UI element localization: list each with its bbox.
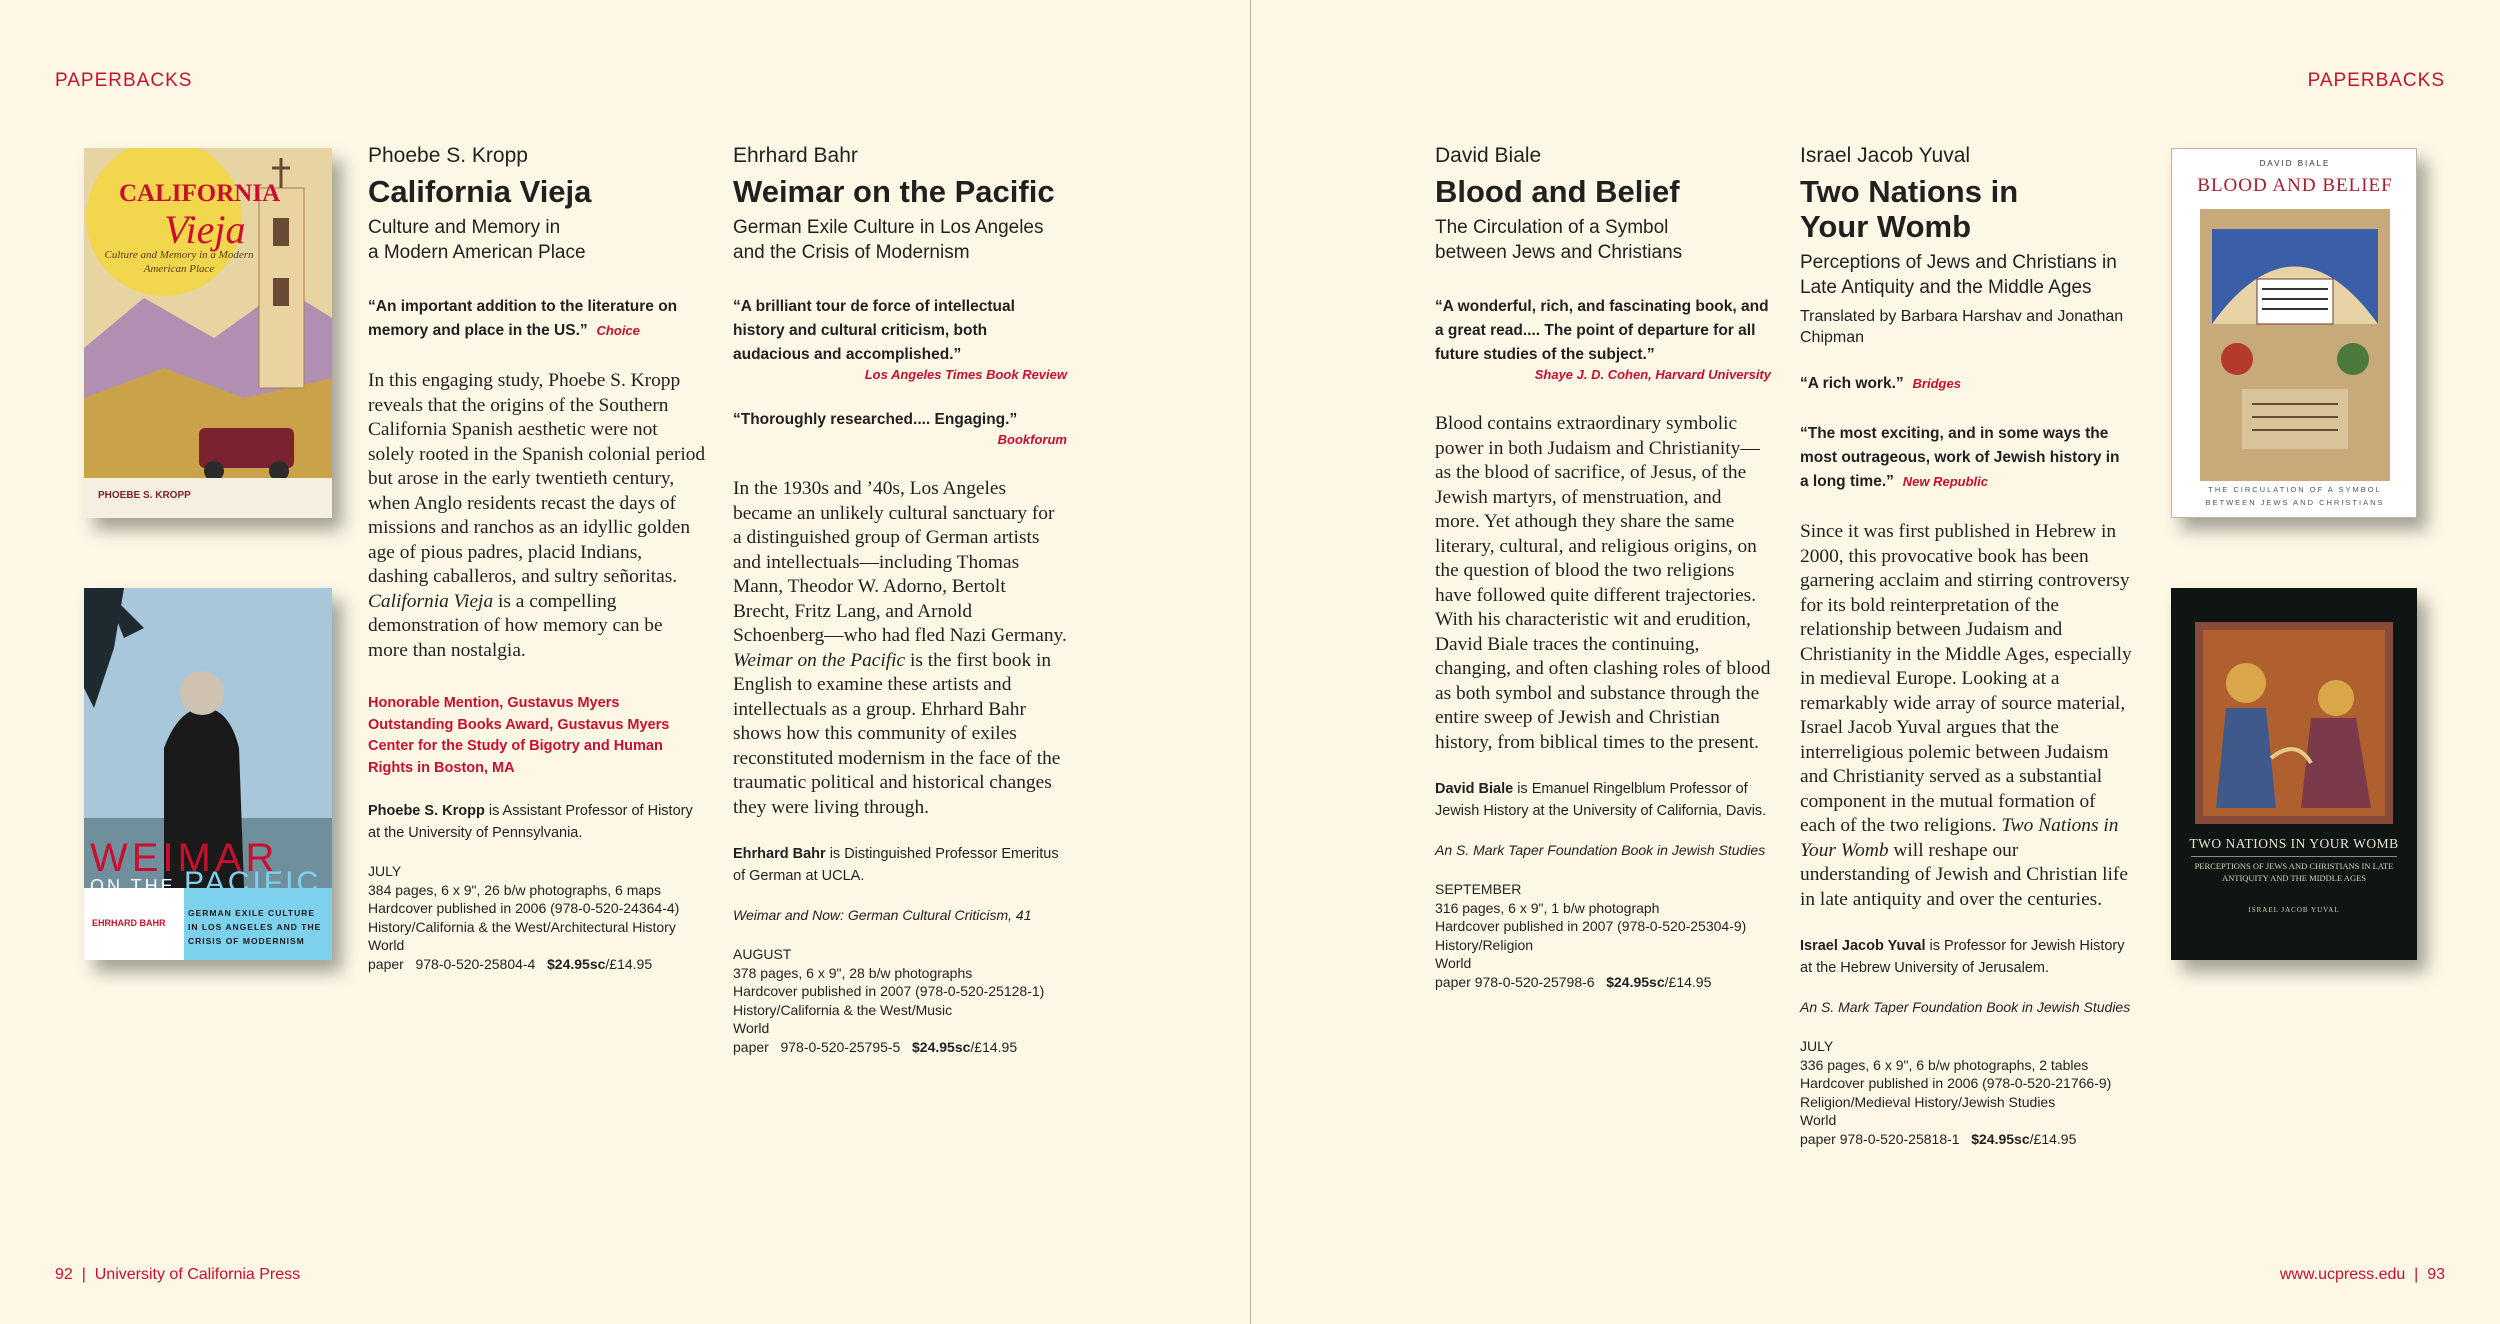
book-title	[1800, 174, 2132, 244]
bio-name: David Biale	[1435, 781, 1514, 797]
book-author: Israel Jacob Yuval	[1800, 144, 1971, 167]
price-uk: /£14.95	[2029, 1130, 2077, 1147]
book-specs	[733, 945, 1067, 1056]
book-specs	[1800, 1037, 2132, 1148]
author-bio	[1435, 779, 1771, 822]
book-subtitle	[1800, 250, 2132, 300]
quote-text: “The most exciting, and in some ways the most outrageous, work of Jewish history in a long time.”	[1800, 425, 2120, 490]
bio-text: is Distinguished Professor Emeritus of German at UCLA.	[733, 846, 1059, 884]
subtitle-line2: and the Crisis of Modernism	[733, 242, 970, 263]
spec-line: AUGUST	[733, 946, 792, 962]
price-us: $24.95sc	[912, 1038, 971, 1055]
book-author: Phoebe S. Kropp	[368, 144, 528, 167]
book-entry-blood-and-belief	[1435, 144, 1771, 991]
book-author: David Biale	[1435, 144, 1542, 167]
bio-text: is Professor for Jewish History at the Hebrew University of Jerusalem.	[1800, 938, 2125, 976]
book-author: Ehrhard Bahr	[733, 144, 858, 167]
page-footer-right: www.ucpress.edu | 93	[2279, 1266, 2445, 1283]
quote-text: “A wonderful, rich, and fascinating book, and a great read.... The point of departure for all future studies of the subject.”	[1435, 298, 1769, 363]
book-description: Blood contains extraordinary symbolic power in both Judaism and Christianity—as the blood of sacrifice, of Jesus, of the Jewish martyrs, of menstruation, and more. Yet athough they share the same literary, cultural, and religious origins, on the question of blood the two religions have followed quite different trajectories. With his characteristic wit and erudition, David Biale traces the continuing, changing, and often clashing roles of blood as both symbol and substance through the entire sweep of Jewish and Christian history, from biblical times to the present.	[1435, 413, 1771, 753]
review-quote	[1800, 422, 2132, 494]
book-subtitle	[368, 215, 706, 265]
book-title: Weimar on the Pacific	[733, 174, 1055, 209]
description-text: Since it was first published in Hebrew in 2000, this provocative book has been garnering acclaim and stirring controversy for its bold reinterpretation of the relationship between Judaism and Christianity in the Middle Ages, especially in medieval Europe. Looking at a remarkably wide array of source material, Israel Jacob Yuval argues that the interreligious polemic between Judaism and Christianity served as a substantial component in the mutual formation of each of the two religions.	[1800, 521, 2132, 836]
page-gutter	[1250, 0, 1251, 1324]
description-text: is the first book in English to examine these artists and intellectuals as a group. Ehrhard Bahr shows how this community of exiles reconstituted modernism in the face of the traumatic political and historical changes they were living through.	[733, 649, 1061, 818]
bio-name: Israel Jacob Yuval	[1800, 938, 1926, 954]
subtitle-line2: Late Antiquity and the Middle Ages	[1800, 277, 2092, 298]
quote-source: Choice	[596, 323, 640, 338]
price-uk: /£14.95	[970, 1038, 1018, 1055]
description-text: In this engaging study, Phoebe S. Kropp reveals that the origins of the Southern California Spanish aesthetic were not solely rooted in the Spanish colonial period but arose in the early twentieth century, when Anglo residents recast the days of missions and ranchos as an idyllic golden age of pious padres, placid Indians, dashing caballeros, and sultry señoritas.	[368, 370, 706, 587]
price-us: $24.95sc	[547, 955, 606, 972]
cover-author: EHRHARD BAHR	[92, 918, 166, 928]
cover-rule	[2191, 856, 2397, 857]
series-name: An S. Mark Taper Foundation Book in Jewish Studies	[1435, 842, 1766, 858]
series-name: Weimar and Now: German Cultural Criticism, 41	[733, 907, 1032, 923]
price-uk: /£14.95	[1664, 973, 1712, 990]
book-subtitle	[733, 215, 1067, 265]
review-quote	[368, 295, 706, 343]
description-title: Two Nations in Your Womb	[1800, 815, 2119, 861]
review-quote	[1435, 295, 1771, 382]
spec-line: History/Religion	[1435, 936, 1534, 953]
spec-line: Hardcover published in 2007 (978-0-520-25304-9)	[1435, 918, 1747, 934]
bio-name: Phoebe S. Kropp	[368, 803, 485, 819]
description-title: California Vieja	[368, 590, 494, 612]
cover-title: TWO NATIONS IN YOUR WOMB	[2189, 836, 2399, 851]
price-us: $24.95sc	[1971, 1130, 2030, 1147]
quote-source: Bookforum	[997, 432, 1067, 447]
spec-line: History/California & the West/Music	[733, 1001, 953, 1018]
spec-line: Hardcover published in 2006 (978-0-520-21766-9)	[1800, 1075, 2112, 1091]
book-entry-california-vieja	[368, 144, 706, 973]
book-entry-weimar-on-the-pacific	[733, 144, 1067, 1056]
spec-line: Hardcover published in 2007 (978-0-520-25128-1)	[733, 983, 1045, 999]
book-cover-california-vieja[interactable]	[84, 148, 332, 518]
price-uk: /£14.95	[605, 955, 653, 972]
spec-line: Hardcover published in 2006 (978-0-520-24364-4)	[368, 900, 680, 916]
author-bio	[733, 844, 1067, 887]
subtitle-line1: The Circulation of a Symbol	[1435, 217, 1669, 238]
price-us: $24.95sc	[1606, 973, 1665, 990]
author-bio	[1800, 936, 2132, 979]
quote-source: Bridges	[1912, 376, 1961, 391]
cover-author: ISRAEL JACOB YUVAL	[2248, 906, 2340, 914]
quote-source: Shaye J. D. Cohen, Harvard University	[1534, 367, 1771, 382]
spec-line: Religion/Medieval History/Jewish Studies	[1800, 1093, 2056, 1110]
translator-credit: Translated by Barbara Harshav and Jonathan Chipman	[1800, 308, 2124, 346]
author-bio	[368, 801, 706, 844]
quote-text: “A brilliant tour de force of intellectual history and cultural criticism, both audacious and accomplished.”	[733, 298, 1015, 363]
section-label-right: PAPERBACKS	[2307, 70, 2445, 91]
spec-line: 336 pages, 6 x 9", 6 b/w photographs, 2 tables	[1800, 1056, 2089, 1073]
cover-title-line2b: PACIFIC	[184, 866, 322, 899]
spec-line: 378 pages, 6 x 9", 28 b/w photographs	[733, 964, 973, 981]
price-line	[1435, 973, 1771, 992]
cover-title-line1: CALIFORNIA	[119, 180, 281, 207]
subtitle-line2: a Modern American Place	[368, 242, 586, 263]
cover-illumination	[2171, 588, 2417, 960]
review-quote	[733, 408, 1067, 447]
section-label-left: PAPERBACKS	[55, 70, 193, 91]
quote-source: New Republic	[1902, 474, 1989, 489]
title-line1: Two Nations in	[1800, 174, 2019, 209]
cover-tagline: PERCEPTIONS OF JEWS AND CHRISTIANS IN LATE ANTIQUITY AND THE MIDDLE AGES	[2194, 861, 2394, 883]
bio-name: Ehrhard Bahr	[733, 846, 826, 862]
cover-title-line2a: ON THE	[90, 876, 176, 896]
quote-source: Los Angeles Times Book Review	[864, 367, 1067, 382]
subtitle-line1: Culture and Memory in	[368, 217, 561, 238]
bio-text: is Emanuel Ringelblum Professor of Jewish History at the University of California, Davis.	[1435, 781, 1767, 819]
cover-title-line1: WEIMAR	[90, 836, 279, 880]
cover-photo	[84, 588, 332, 960]
book-description	[1800, 520, 2132, 912]
isbn: paper 978-0-520-25795-5	[733, 1038, 913, 1055]
title-line2: Your Womb	[1800, 209, 1972, 244]
spec-line: 316 pages, 6 x 9", 1 b/w photograph	[1435, 899, 1660, 916]
quote-text: “Thoroughly researched.... Engaging.”	[733, 411, 1018, 428]
spec-line: SEPTEMBER	[1435, 881, 1522, 897]
description-text: is a compelling demonstration of how memory can be more than nostalgia.	[368, 590, 663, 661]
isbn: paper 978-0-520-25818-1	[1800, 1130, 1972, 1147]
cover-manuscript-illustration	[2172, 149, 2417, 518]
book-subtitle	[1435, 215, 1771, 265]
book-cover-two-nations-in-your-womb[interactable]	[2171, 588, 2417, 960]
price-line	[733, 1038, 1067, 1057]
book-title: Blood and Belief	[1435, 174, 1680, 209]
cover-tagline: GERMAN EXILE CULTURE IN LOS ANGELES AND THE CRISIS OF MODERNISM	[188, 908, 322, 946]
book-description	[733, 477, 1067, 820]
book-specs	[368, 862, 706, 973]
page-footer-left: 92 | University of California Press	[55, 1266, 301, 1283]
book-cover-weimar-on-the-pacific[interactable]	[84, 588, 332, 960]
book-specs	[1435, 880, 1771, 991]
subtitle-line2: between Jews and Christians	[1435, 242, 1683, 263]
price-line	[368, 955, 706, 974]
spec-line: World	[1800, 1112, 1837, 1128]
book-cover-blood-and-belief[interactable]	[2171, 148, 2417, 518]
cover-tagline: THE CIRCULATION OF A SYMBOL BETWEEN JEWS AND CHRISTIANS	[2205, 485, 2385, 507]
spec-line: JULY	[1800, 1038, 1834, 1054]
price-line	[1800, 1130, 2132, 1149]
book-entry-two-nations-in-your-womb	[1800, 144, 2132, 1148]
quote-text: “A rich work.”	[1800, 375, 1904, 392]
spec-line: History/California & the West/Architectural History	[368, 918, 676, 935]
subtitle-line1: Perceptions of Jews and Christians in	[1800, 252, 2117, 273]
cover-title: BLOOD AND BELIEF	[2197, 175, 2393, 196]
review-quote	[733, 295, 1067, 382]
spec-line: World	[368, 937, 405, 953]
book-description	[368, 369, 706, 663]
review-quote	[1800, 372, 2132, 396]
description-text: will reshape our understanding of Jewish and Christian life in late antiquity and over the centuries.	[1800, 839, 2128, 910]
quote-text: “An important addition to the literature on memory and place in the US.”	[368, 298, 678, 339]
cover-author: PHOEBE S. KROPP	[98, 490, 191, 501]
cover-title-line2: Vieja	[164, 207, 246, 252]
description-title: Weimar on the Pacific	[733, 649, 906, 671]
subtitle-line1: German Exile Culture in Los Angeles	[733, 217, 1044, 238]
spec-line: JULY	[368, 863, 402, 879]
isbn: paper 978-0-520-25798-6	[1435, 973, 1607, 990]
isbn: paper 978-0-520-25804-4	[368, 955, 548, 972]
spec-line: World	[733, 1020, 770, 1036]
spec-line: World	[1435, 955, 1472, 971]
award-note: Honorable Mention, Gustavus Myers Outstanding Books Award, Gustavus Myers Center for the Study of Bigotry and Human Rights in Boston, MA	[368, 695, 670, 776]
spec-line: 384 pages, 6 x 9", 26 b/w photographs, 6 maps	[368, 881, 661, 898]
book-title: California Vieja	[368, 174, 592, 209]
bio-text: is Assistant Professor of History at the University of Pennsylvania.	[368, 803, 693, 841]
description-text: In the 1930s and ’40s, Los Angeles became an unlikely cultural sanctuary for a distinguished group of German artists and intellectuals—including Thomas Mann, Theodor W. Adorno, Bertolt Brecht, Fritz Lang, and Arnold Schoenberg—who had fled Nazi Germany.	[733, 478, 1067, 646]
cover-author: DAVID BIALE	[2259, 159, 2331, 168]
cover-tagline: Culture and Memory in a Modern American Place	[104, 249, 254, 275]
series-name: An S. Mark Taper Foundation Book in Jewish Studies	[1800, 999, 2131, 1015]
